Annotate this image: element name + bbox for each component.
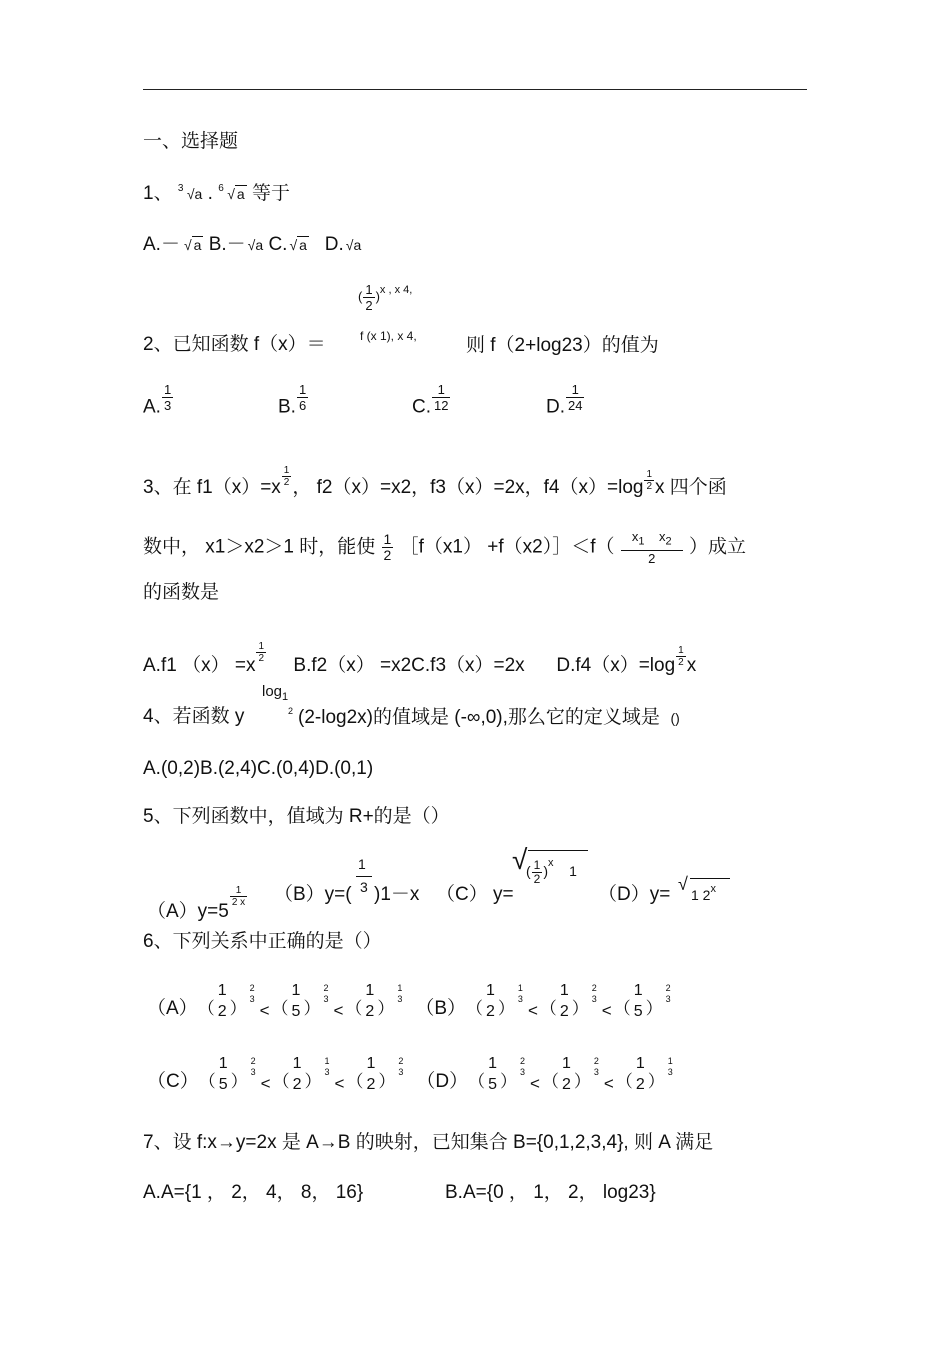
q6-power-term: （ 1 2 ） 1 3	[615, 1055, 673, 1093]
q6-row-1	[147, 980, 674, 1022]
q2-option-a: A. $\frac{1}{3}$	[143, 382, 172, 418]
q3-line-2: 数中， x1＞x2＞1 时，能使 $\frac{1}{2}$ ［f（x1） +f（x2）］＜f（ $\frac{x_1 x_2}{2}$ ）成立	[143, 529, 747, 566]
q5-line: 5、下列函数中，值域为 R+的是（）	[143, 806, 450, 827]
q6-power-term: （ 1 2 ） 1 3	[272, 1055, 330, 1093]
q6-power-term: （ 1 2 ） 1 3	[345, 982, 403, 1020]
q6-power-term: （ 1 2 ） 1 3	[466, 982, 523, 1020]
q6-less-than: <	[530, 1074, 540, 1094]
q5-option-b: （B）y=(	[274, 884, 352, 905]
q5-option-c-paren: ( $\frac{1}{2}$ )$^x$ 1	[526, 857, 577, 886]
q6-power-term: （ 1 2 ） 2 3	[346, 1055, 404, 1093]
q1-c-root: √ a	[289, 237, 307, 253]
q1-sixth-root: 6 √ a	[218, 183, 245, 202]
q5-option-d-radicand: 1 2$^x$	[691, 883, 716, 903]
q5-option-c-root: √	[512, 844, 528, 875]
q4-options: A.(0,2)B.(2,4)C.(0,4)D.(0,1)	[143, 758, 374, 779]
q4-line: 4、若函数 y	[143, 706, 245, 727]
q4-tail: (2-log2x)的值域是 (-∞,0),那么它的定义域是 ()	[298, 707, 680, 728]
q5-option-d-overline	[690, 878, 730, 879]
q2-case-1: ( $\frac{1}{2}$ )$^{x , x 4,}$	[358, 282, 413, 313]
q5-option-d: （D）y=	[598, 884, 671, 905]
q6-less-than: <	[259, 1001, 270, 1021]
q2-option-c: C. $\frac{1}{12}$	[412, 382, 449, 418]
q6-less-than: <	[260, 1074, 271, 1094]
q2-lead: 2、已知函数 f（x）＝	[143, 334, 326, 355]
q6-power-term: （ 1 5 ） 2 3	[613, 982, 671, 1020]
q4-log-label: $\log_1$	[262, 683, 289, 703]
q5-option-b-frac: 1	[358, 856, 366, 872]
q3-line-3: 的函数是	[143, 582, 220, 603]
q6-option-label: （A）	[147, 998, 198, 1020]
q5-option-a: （A）y=5 $\frac{1}{2 x}$	[147, 885, 246, 922]
q6-power-term: （ 1 2 ） 2 3	[541, 1055, 599, 1093]
q6-less-than: <	[603, 1074, 614, 1094]
q5-option-b-den: 3	[360, 879, 368, 895]
q6-option-label: （D）	[416, 1071, 469, 1093]
q6-line: 6、下列关系中正确的是（）	[143, 931, 382, 952]
q3-options: A.f1 （x） =x $\frac{1}{2}$ B.f2（x） =x2C.f3（x）=2x D.f4（x）=log $\frac{1}{2}$ x	[143, 641, 697, 676]
q6-power-term: （ 1 5 ） 2 3	[271, 982, 329, 1020]
q7-line: 7、设 f:x→y=2x 是 A→B 的映射，已知集合 B={0,1,2,3,4}, 则 A 满足	[143, 1132, 714, 1153]
section-title: 一、选择题	[143, 131, 239, 152]
q2-tail: 则 f（2+log23）的值为	[466, 335, 659, 356]
q6-option-label: （C）	[147, 1071, 199, 1093]
q1-a-root: √ a	[183, 237, 202, 253]
q5-option-b-tail: )1－x	[374, 884, 420, 905]
top-rule	[143, 89, 807, 90]
q1-options: A.－ √ a B.－ √a C. √ a D. √a	[143, 234, 362, 255]
q3-line-1: 3、在 f1（x）=x $\frac{1}{2}$ ， f2（x）=x2，f3（x）=2x，f4（x）=log $\frac{1}{2}$ x 四个函	[143, 465, 727, 498]
q1-cube-root: 3 √a	[177, 183, 203, 202]
q2-option-b: B. $\frac{1}{6}$	[278, 382, 307, 418]
q4-log-base: 2	[288, 706, 294, 716]
q6-less-than: <	[527, 1001, 538, 1021]
q7-option-a: A.A={1 ， 2， 4， 8， 16}	[143, 1182, 364, 1203]
q7-option-b: B.A={0 ， 1， 2， log23}	[445, 1182, 656, 1203]
q6-option-label: （B）	[415, 998, 467, 1020]
q6-power-term: （ 1 2 ） 2 3	[539, 982, 597, 1020]
q6-power-term: （ 1 5 ） 2 3	[468, 1055, 526, 1093]
question-1: 1、 3 √a . 6 √ a 等于	[143, 183, 290, 204]
q1-d-root: √a	[345, 237, 362, 253]
q5-option-c-overline	[528, 850, 588, 851]
q2-option-d: D. $\frac{1}{24}$	[546, 382, 583, 418]
q1-b-root: √a	[247, 237, 264, 253]
q5-option-c: （C） y=	[436, 884, 514, 905]
q6-row-2	[147, 1053, 676, 1095]
q5-option-b-bar	[356, 876, 372, 877]
q6-less-than: <	[601, 1001, 612, 1021]
q6-less-than: <	[333, 1001, 344, 1021]
q5-option-d-root: √	[678, 874, 688, 894]
q6-power-term: （ 1 5 ） 2 3	[198, 1055, 256, 1093]
q6-less-than: <	[334, 1074, 345, 1094]
q1-tail: 等于	[251, 183, 290, 204]
q2-case-2: f (x 1), x 4,	[360, 329, 417, 343]
q1-number: 1、	[143, 183, 173, 204]
q6-power-term: （ 1 2 ） 2 3	[197, 982, 255, 1020]
